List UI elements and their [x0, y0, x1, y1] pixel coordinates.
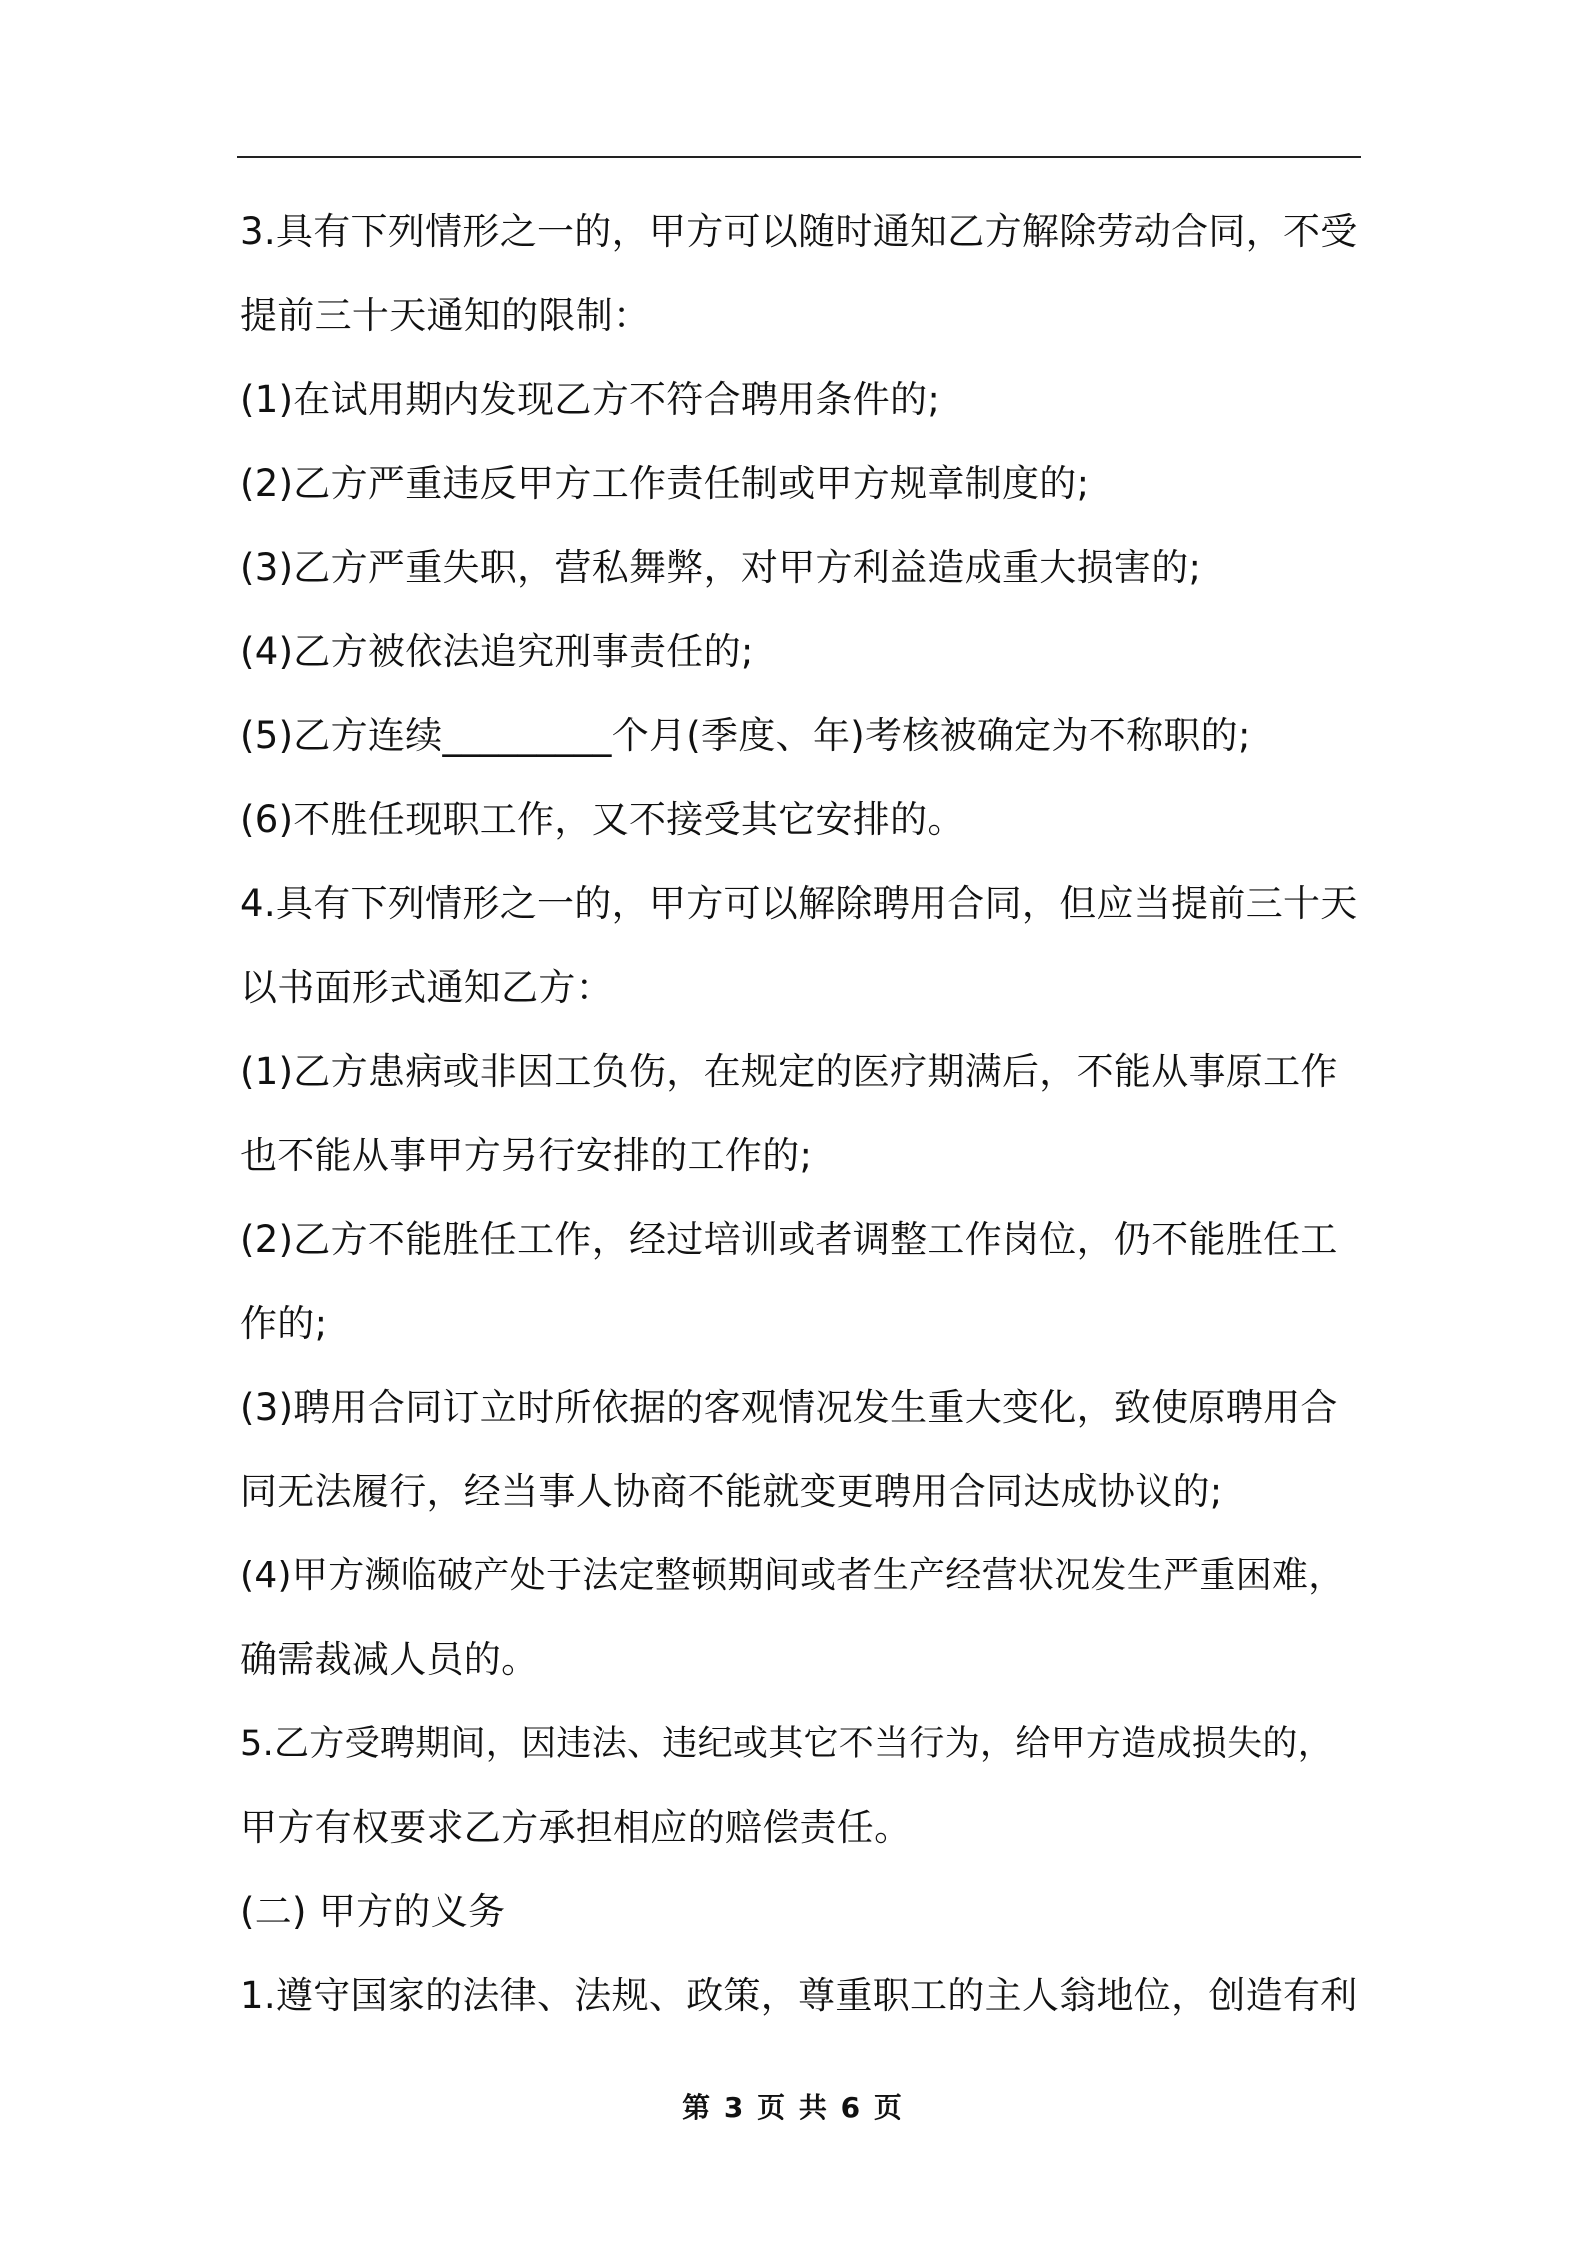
text-line: 5.乙方受聘期间，因违法、违纪或其它不当行为，给甲方造成损失的，: [240, 1724, 1333, 1764]
text-line: (1)乙方患病或非因工负伤，在规定的医疗期满后，不能从事原工作: [240, 1050, 1338, 1093]
text-line: (4)乙方被依法追究刑事责任的;: [240, 630, 754, 673]
text-line: 作的;: [240, 1302, 328, 1345]
text-line: (1)在试用期内发现乙方不符合聘用条件的;: [240, 378, 941, 421]
text-line: (3)聘用合同订立时所依据的客观情况发生重大变化，致使原聘用合: [240, 1386, 1338, 1429]
text-line: 也不能从事甲方另行安排的工作的;: [240, 1134, 813, 1177]
text-line: (4)甲方濒临破产处于法定整顿期间或者生产经营状况发生严重困难，: [240, 1555, 1345, 1596]
section-heading: (二) 甲方的义务: [240, 1890, 506, 1933]
page-number: 第 3 页 共 6 页: [682, 2091, 904, 2124]
text-line: (3)乙方严重失职，营私舞弊，对甲方利益造成重大损害的;: [240, 546, 1202, 589]
text-line: 同无法履行，经当事人协商不能就变更聘用合同达成协议的;: [240, 1470, 1223, 1513]
text-line: 4.具有下列情形之一的，甲方可以解除聘用合同，但应当提前三十天: [240, 882, 1358, 925]
text-line: (6)不胜任现职工作，又不接受其它安排的。: [240, 798, 965, 841]
text-line: (5)乙方连续_________个月(季度、年)考核被确定为不称职的;: [240, 714, 1251, 757]
text-line: (2)乙方严重违反甲方工作责任制或甲方规章制度的;: [240, 462, 1090, 505]
text-line: 甲方有权要求乙方承担相应的赔偿责任。: [240, 1806, 912, 1849]
text-line: 提前三十天通知的限制：: [240, 294, 651, 337]
text-line: 1.遵守国家的法律、法规、政策，尊重职工的主人翁地位，创造有利: [240, 1974, 1358, 2017]
text-line: 以书面形式通知乙方：: [240, 966, 613, 1009]
text-line: 确需裁减人员的。: [240, 1638, 539, 1681]
document-body: [240, 190, 1362, 2038]
text-line: (2)乙方不能胜任工作，经过培训或者调整工作岗位，仍不能胜任工: [240, 1218, 1338, 1261]
text-line: 3.具有下列情形之一的，甲方可以随时通知乙方解除劳动合同，不受: [240, 210, 1358, 253]
header-rule: [237, 156, 1361, 158]
